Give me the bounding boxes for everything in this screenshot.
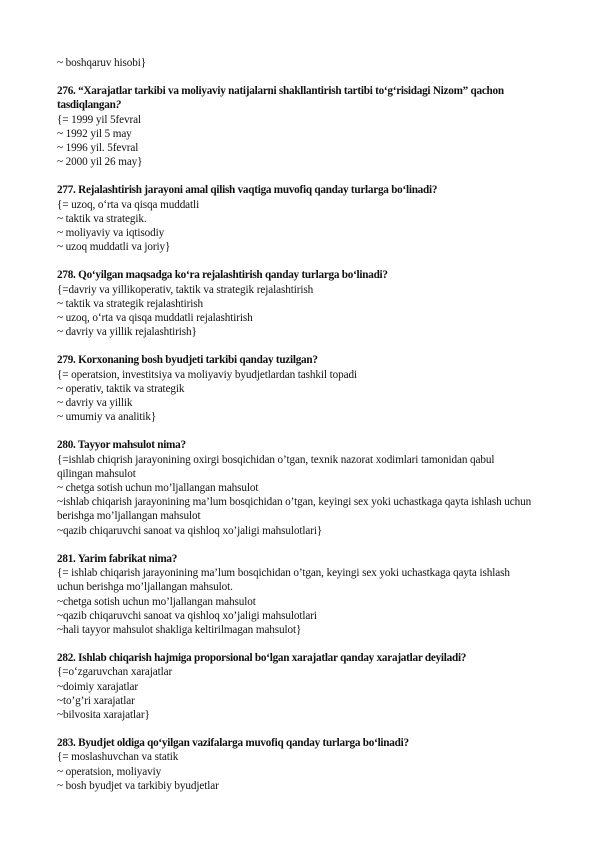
answer-line: ~ uzoq muddatli va joriy} <box>57 241 171 254</box>
answer-line: ~doimiy xarajatlar <box>57 680 138 693</box>
answer-line: ~qazib chiqaruvchi sanoat va qishloq xo’jaligi mahsulotlari <box>57 609 317 622</box>
answer-line: {= 1999 yil 5fevral <box>57 113 142 126</box>
answer-line: ~ 1992 yil 5 may <box>57 127 132 140</box>
question-title: 281. Yarim fabrikat nima? <box>57 552 178 565</box>
answer-line: ~ boshqaruv hisobi} <box>57 57 147 69</box>
answer-line: ~ chetga sotish uchun mo’ljallangan mahsulot <box>57 482 259 495</box>
question-276 <box>57 84 555 169</box>
question-title: 277. Rejalashtirish jarayoni amal qilish vaqtiga muvofiq qanday turlarga bo‘linadi? <box>57 184 438 197</box>
question-title: 279. Korxonaning bosh byudjeti tarkibi qanday tuzilgan? <box>57 354 318 367</box>
answer-line: ~ uzoq, o‘rta va qisqa muddatli rejalashtirish <box>57 312 253 325</box>
answer-line: ~ taktik va strategik rejalashtirish <box>57 297 203 310</box>
answer-line: ~chetga sotish uchun mo’ljallangan mahsulot <box>57 595 256 608</box>
question-title: 283. Byudjet oldiga qo‘yilgan vazifalarga muvofiq qanday turlarga bo‘linadi? <box>57 737 409 750</box>
question-283 <box>57 736 555 793</box>
answer-line: ~ umumiy va analitik} <box>57 411 157 424</box>
answer-line: {= ishlab chiqarish jarayonining ma’lum bosqichidan o’tgan, keyingi sex yoki uchastkaga qayta ishlash uchun berishga mo’ljallangan mahsulot. <box>57 567 510 594</box>
answer-line: {=ishlab chiqrish jarayonining oxirgi bosqichidan o’tgan, texnik nazorat xodimlari tamonidan qabul qilingan mahsulot <box>57 453 495 480</box>
answer-line: ~bilvosita xarajatlar} <box>57 708 150 721</box>
answer-line: {= operatsion, investitsiya va moliyaviy byudjetlardan tashkil topadi <box>57 368 357 381</box>
answer-line: ~ operativ, taktik va strategik <box>57 382 185 395</box>
question-title: 282. Ishlab chiqarish hajmiga proporsional bo‘lgan xarajatlar qanday xarajatlar deyiladi? <box>57 652 467 665</box>
question-280 <box>57 438 555 537</box>
answer-line: {=davriy va yillikoperativ, taktik va strategik rejalashtirish <box>57 283 314 296</box>
answer-line: {=o‘zgaruvchan xarajatlar <box>57 666 173 679</box>
answer-line: {= moslashuvchan va statik <box>57 751 179 764</box>
question-281 <box>57 552 555 637</box>
question-title <box>57 84 527 112</box>
question-title: 280. Tayyor mahsulot nima? <box>57 439 186 452</box>
question-mark: ? <box>115 99 121 112</box>
question-278 <box>57 268 555 339</box>
answer-line: ~ishlab chiqarish jarayonining ma’lum bosqichidan o’tgan, keyingi sex yoki uchastkaga qayta ishlash uchun berishga mo’ljallangan mahsulot <box>57 496 532 523</box>
answer-line: ~ moliyaviy va iqtisodiy <box>57 227 165 240</box>
question-282 <box>57 651 555 722</box>
answer-line: ~ bosh byudjet va tarkibiy byudjetlar <box>57 779 219 792</box>
answer-line: ~ 1996 yil. 5fevral <box>57 142 139 155</box>
answer-line: {= uzoq, o‘rta va qisqa muddatli <box>57 198 200 211</box>
question-279 <box>57 353 555 424</box>
answer-line: ~ davriy va yillik <box>57 397 133 410</box>
answer-line: ~ davriy va yillik rejalashtirish} <box>57 326 197 339</box>
answer-line: ~ 2000 yil 26 may} <box>57 156 143 169</box>
question-title-text: 276. “Xarajatlar tarkibi va moliyaviy natijalarni shakllantirish tartibi to‘g‘risidagi Nizom” qachon tasdiqlangan <box>57 85 504 112</box>
question-277 <box>57 183 555 254</box>
answer-line: ~hali tayyor mahsulot shakliga keltirilmagan mahsulot} <box>57 623 302 636</box>
answer-line: ~qazib chiqaruvchi sanoat va qishloq xo’jaligi mahsulotlari} <box>57 524 323 537</box>
answer-line: ~ operatsion, moliyaviy <box>57 765 162 778</box>
question-title: 278. Qo‘yilgan maqsadga ko‘ra rejalashtirish qanday turlarga bo‘linadi? <box>57 269 388 282</box>
answer-line: ~to’g’ri xarajatlar <box>57 694 135 707</box>
answer-line: ~ taktik va strategik. <box>57 212 147 225</box>
